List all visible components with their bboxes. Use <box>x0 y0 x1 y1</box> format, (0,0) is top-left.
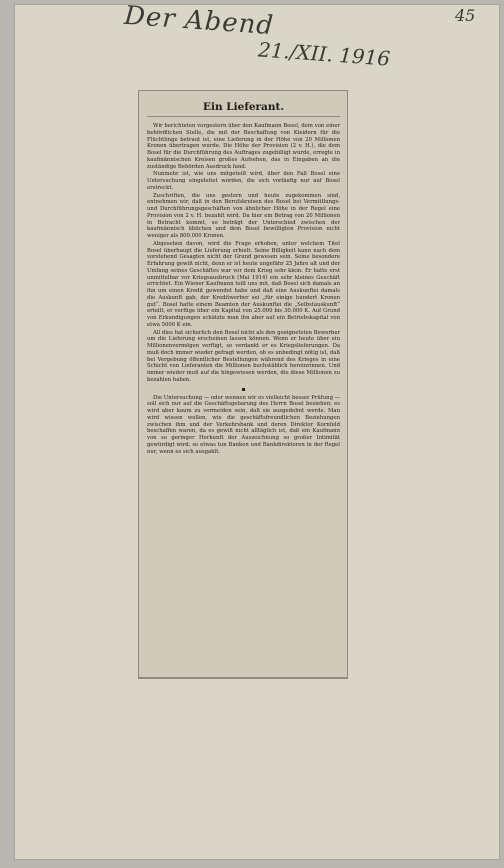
section-separator: ▪ <box>241 385 246 393</box>
article-paragraph-4: Abgesehen davon, wird die Frage erhoben, unter welchem Titel Bosel überhaupt die Lieferung erhielt. Seine Billigkeit kann nach dem vorstehend Gesagten nicht der Grund gewesen sein. Seine besondere Erfahrung gewiß nicht, denn er ist heute ungefähr 25 Jahre alt und der Umfang seines Geschäftes war vor dem Krieg sehr klein. Er hatte erst unmittelbar vor Kriegsausbruch (Mai 1914) ein sehr kleines Geschäft errichtet. Ein Wiener Kaufmann teilt uns mit, daß Bosel sich damals an ihn um einen Kredit gewendet habe und daß eine Auskunftei damals die Auskunft gab, der Kreditwerber sei „für einige hundert Kronen gut“. Bosel hatte einem Beamten der Auskunftei die „Selbstauskunft“ erteilt, er verfüge über ein Kapital von 25.000 bis 30.000 K. Auf Grund von Erkundigungen schätzte man ihn aber auf ein Betriebskapital von etwa 5000 K ein. <box>147 240 340 328</box>
article-title: Ein Lieferant. <box>147 101 340 117</box>
handwritten-source: Der Abend <box>123 0 275 42</box>
handwritten-date: 21./XII. 1916 <box>257 37 391 71</box>
newspaper-clipping <box>138 90 348 678</box>
article-closing-paragraph: Die Untersuchung — oder wennen wir es vielleicht besser Prüfung — soll sich nur auf die Geschäftsgebarung des Herrn Bosel beziehen; es wird aber kaum zu vermeiden sein, daß sie ausgedehnt werde. Man wird wissen wollen, wie die geschäftsfreundlichen Beziehungen zwischen ihm und der Verkehrsbank und deren Direktor Kornfeld beschaffen waren, da es gewiß nicht alltäglich ist, daß ein Kaufmann von so geringer Herkunft der Auszeichnung so großer Intimität gewürdigt wird; so etwas tun Banken und Bankdirektoren in der Regel nur, wenn es sich ausgahlt. <box>147 394 340 455</box>
article-paragraph-2: Nunmehr ist, wie uns mitgeteilt wird, über den Fall Bosel eine Untersuchung eingeleitet worden, die sich vorläufig nur auf Bosel erstreckt. <box>147 171 340 191</box>
clipping-bottom-edge <box>138 678 348 679</box>
article-paragraph-3: Zuschriften, die uns gestern und heute zugekommen sind, entnehmen wir, daß in den Berufskreisen des Bosel bei Vermittlungs- und Durchführungsgeschäften von ähnlicher Höhe in der Regel eine Provision von 2 v. H. bezahlt wird. Da hier ein Betrag von 20 Millionen in Betracht kommt, so beträgt der Unterschied zwischen der kaufmännisch üblichen und dem Bosel bewilligten Provision nicht weniger als 800.000 Kronen. <box>147 192 340 239</box>
article-paragraph-5: All dies hat sicherlich den Bosel nicht als den geeignetsten Bewerber um die Lieferung erscheinen lassen können. Wenn er heute über ein Millionenvermögen verfügt, so verdankt er es Kriegslieferungen. Da muß doch immer wieder gefragt werden, ob es unbedingt nötig ist, daß bei Vergebung öffentlicher Bestellungen während des Krieges in eine Schicht von Lieferanten die Millionen buchstäblich hereinrinnen. Und immer wieder muß auf die hingewiesen werden, die diese Millionen zu bezahlen haben. <box>147 329 340 383</box>
handwritten-number: 45 <box>455 6 476 25</box>
article-paragraph-1: Wir berichteten vorgestern über den Kaufmann Bosel, dem von einer behördlichen Stelle, die mit der Beschaffung von Kleidern für die Flüchtlinge betraut ist, eine Lieferung in der Höhe von 20 Millionen Kronen übertragen wurde. Die Höhe der Provision (2 v. H.), die dem Bosel für die Durchführung des Auftrages zugebilligt wurde, erregte in kaufmännischen Kreisen großes Aufsehen, das in Eingaben an die zuständige Behörden Ausdruck fand. <box>147 123 340 170</box>
